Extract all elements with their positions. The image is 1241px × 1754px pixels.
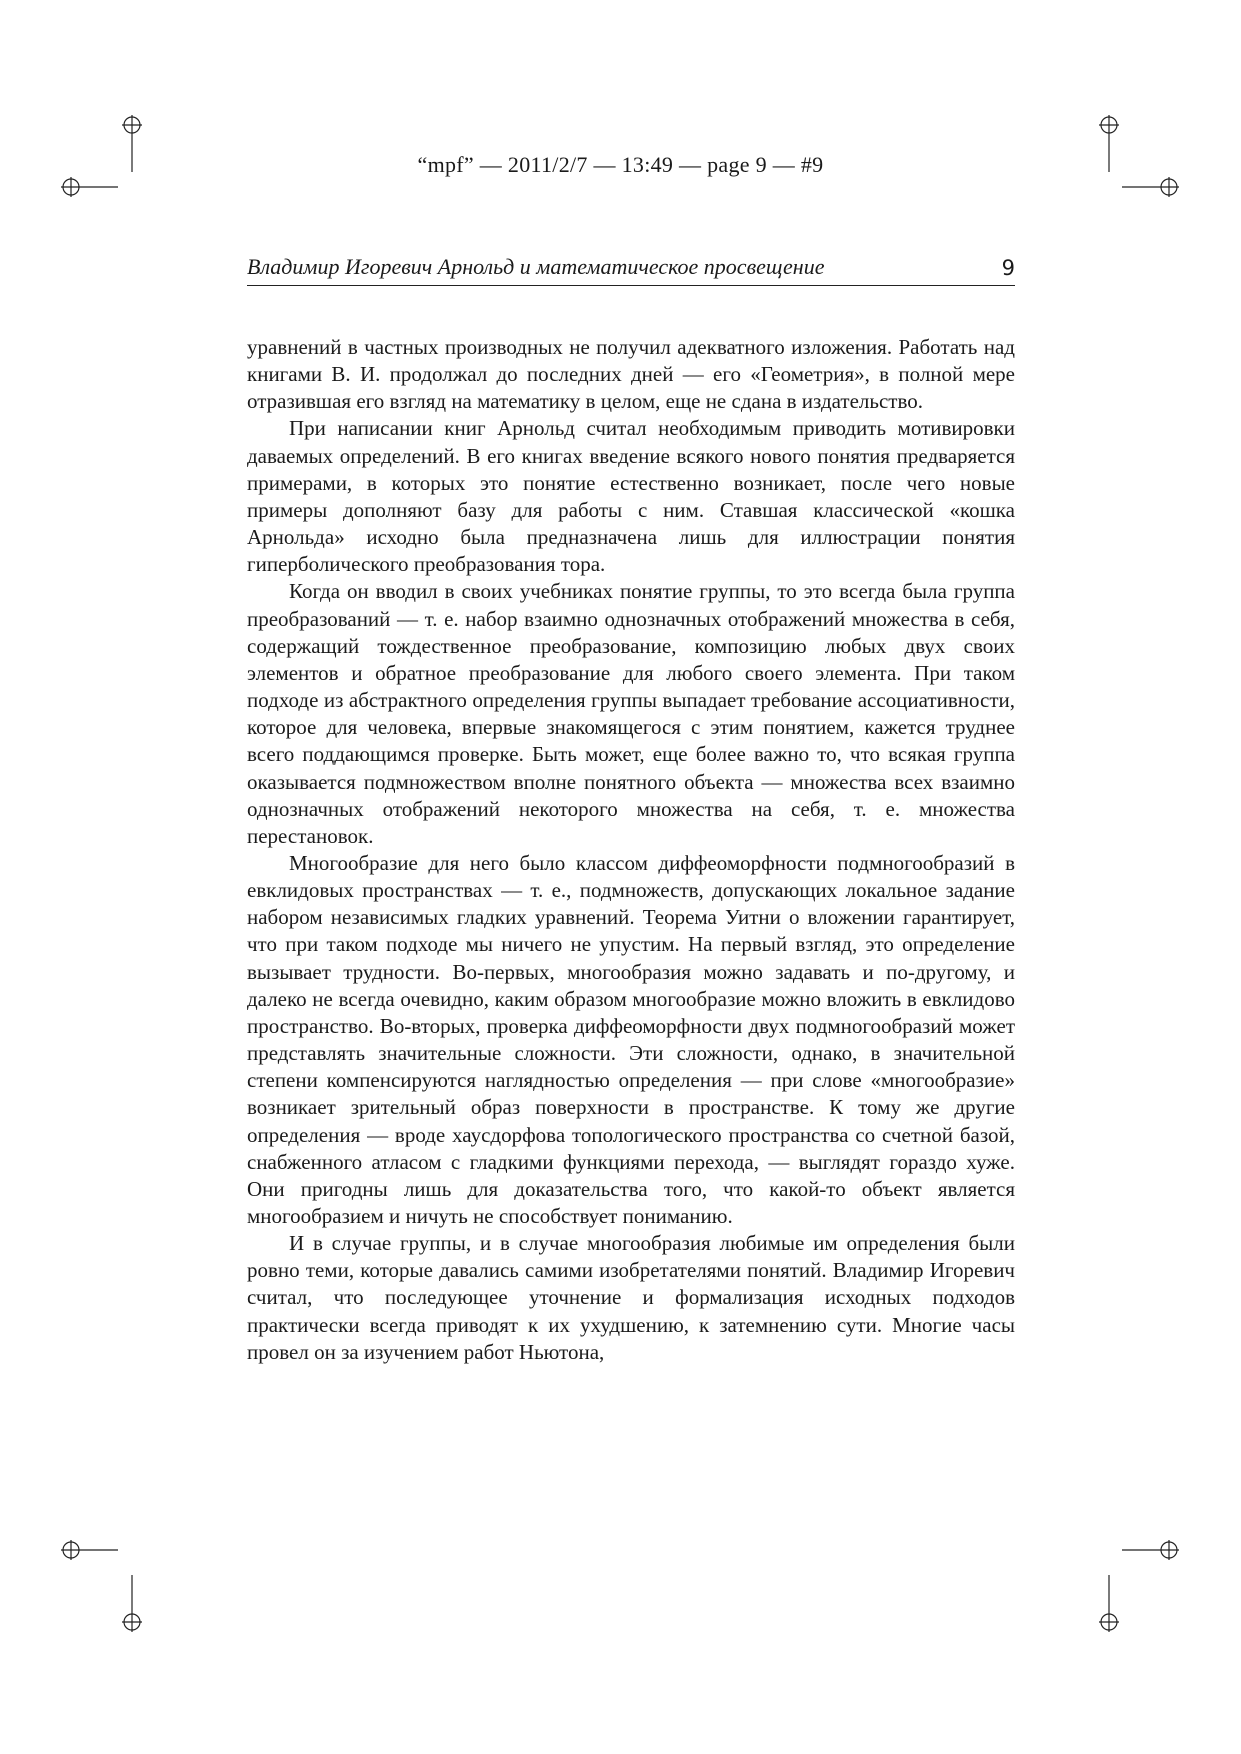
crop-mark-bottom-right-vertical	[1079, 1575, 1139, 1635]
draft-stamp: “mpf” — 2011/2/7 — 13:49 — page 9 — #9	[417, 152, 824, 177]
paragraph: При написании книг Арнольд считал необходимым приводить мотивировки даваемых определений. В его книгах введение всякого нового понятия предваряется примерами, в которых это понятие естественно возникает, после чего новые примеры дополняют базу для работы с ним. Ставшая классической «кошка Арнольда» исходно была предназначена лишь для иллюстрации понятия гиперболического преобразования тора.	[247, 416, 1015, 577]
paragraph: И в случае группы, и в случае многообразия любимые им определения были ровно теми, которые давались самими изобретателями понятий. Владимир Игоревич считал, что последующее уточнение и формализация исходных подходов практически всегда приводят к их ухудшению, к затемнению сути. Многие часы провел он за изучением работ Ньютона,	[247, 1231, 1015, 1364]
running-head	[247, 255, 1015, 286]
page-number: 9	[1001, 256, 1015, 280]
body-text	[247, 334, 1015, 1366]
paragraph: Когда он вводил в своих учебниках понятие группы, то это всегда была группа преобразований — т. е. набор взаимно однозначных отображений множества в себя, содержащий тождественное преобразование, композицию любых двух своих элементов и обратное преобразование для любого своего элемента. При таком подходе из абстрактного определения группы выпадает требование ассоциативности, которое для человека, впервые знакомящегося с этим понятием, кажется труднее всего поддающимся проверке. Быть может, еще более важно то, что всякая группа оказывается подмножеством вполне понятного объекта — множества всех взаимно однозначных отображений некоторого множества на себя, т. е. множества перестановок.	[247, 579, 1015, 848]
crop-mark-bottom-left-horizontal	[58, 1520, 118, 1580]
paragraph: Многообразие для него было классом диффеоморфности подмногообразий в евклидовых пространствах — т. е., подмножеств, допускающих локальное задание набором независимых гладких уравнений. Теорема Уитни о вложении гарантирует, что при таком подходе мы ничего не упустим. На первый взгляд, это определение вызывает трудности. Во-первых, многообразия можно задавать и по-другому, и далеко не всегда очевидно, каким образом многообразие можно вложить в евклидово пространство. Во-вторых, проверка диффеоморфности двух подмногообразий может представлять значительные сложности. Эти сложности, однако, в значительной степени компенсируются наглядностью определения — при слове «многообразие» возникает зрительный образ поверхности в пространстве. К тому же другие определения — вроде хаусдорфова топологического пространства со счетной базой, снабженного атласом с гладкими функциями перехода, — выглядят гораздо хуже. Они пригодны лишь для доказательства того, что какой-то объект является многообразием и ничуть не способствует пониманию.	[247, 850, 1015, 1228]
crop-mark-bottom-right-horizontal	[1122, 1520, 1182, 1580]
running-title: Владимир Игоревич Арнольд и математическое просвещение	[247, 254, 825, 279]
paragraph: уравнений в частных производных не получил адекватного изложения. Работать над книгами В. И. продолжал до последних дней — его «Геометрия», в полной мере отразившая его взгляд на математику в целом, еще не сдана в издательство.	[247, 335, 1015, 414]
crop-mark-bottom-left-vertical	[102, 1575, 162, 1635]
